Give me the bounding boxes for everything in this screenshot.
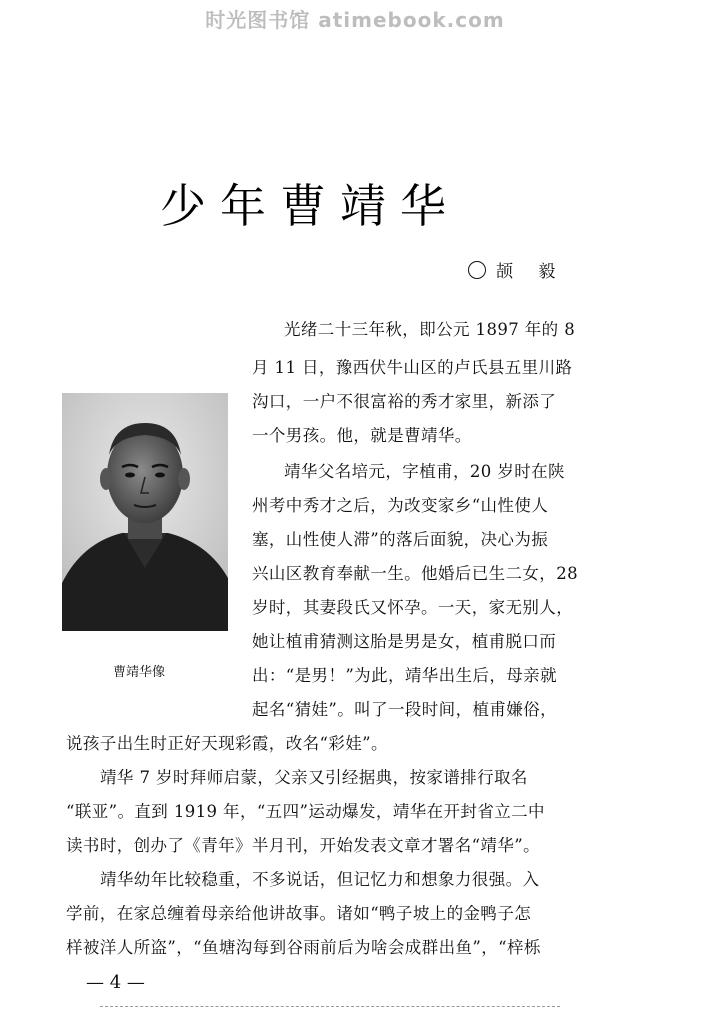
portrait-photo	[62, 393, 228, 631]
body-line: 光绪二十三年秋，即公元 1897 年的 8	[284, 320, 576, 339]
body-line: 岁时，其妻段氏又怀孕。一天，家无别人，	[252, 598, 574, 617]
body-line: “联亚”。直到 1919 年，“五四”运动爆发，靖华在开封省立二中	[66, 802, 545, 821]
author-name: 颉 毅	[496, 262, 566, 282]
body-line: 靖华幼年比较稳重，不多说话，但记忆力和想象力很强。入	[100, 870, 540, 889]
body-line: 月 11 日，豫西伏牛山区的卢氏县五里川路	[252, 358, 573, 377]
body-line: 兴山区教育奉献一生。他婚后已生二女，28	[252, 564, 578, 583]
body-line: 靖华 7 岁时拜师启蒙，父亲又引经据典，按家谱排行取名	[100, 768, 528, 787]
body-line: 她让植甫猜测这胎是男是女，植甫脱口而	[252, 632, 557, 651]
body-line: 出：“是男！”为此，靖华出生后，母亲就	[252, 666, 557, 685]
page-title: 少年曹靖华	[160, 179, 460, 233]
body-line: 州考中秀才之后，为改变家乡“山性使人	[252, 496, 549, 515]
author-byline	[468, 257, 565, 282]
page-number: — 4 —	[86, 972, 145, 993]
body-line: 读书时，创办了《青年》半月刊，开始发表文章才署名“靖华”。	[66, 836, 540, 855]
body-line: 靖华父名培元，字植甫，20 岁时在陕	[284, 462, 565, 481]
circle-icon	[468, 261, 486, 279]
body-line: 说孩子出生时正好天现彩霞，改名“彩娃”。	[66, 734, 388, 753]
watermark: 时光图书馆 atimebook.com	[205, 8, 505, 32]
body-line: 一个男孩。他，就是曹靖华。	[252, 426, 472, 445]
bottom-rule	[100, 1006, 560, 1007]
body-line: 沟口，一户不很富裕的秀才家里，新添了	[252, 392, 557, 411]
body-line: 起名“猜娃”。叫了一段时间，植甫嫌俗，	[252, 700, 557, 719]
portrait-image	[62, 393, 228, 631]
body-line: 学前，在家总缠着母亲给他讲故事。诸如“鸭子坡上的金鸭子怎	[66, 904, 532, 923]
body-line: 塞，山性使人滞”的落后面貌，决心为振	[252, 530, 549, 549]
portrait-caption: 曹靖华像	[113, 665, 166, 680]
body-line: 样被洋人所盗”，“鱼塘沟每到谷雨前后为啥会成群出鱼”，“梓栎	[66, 938, 541, 957]
